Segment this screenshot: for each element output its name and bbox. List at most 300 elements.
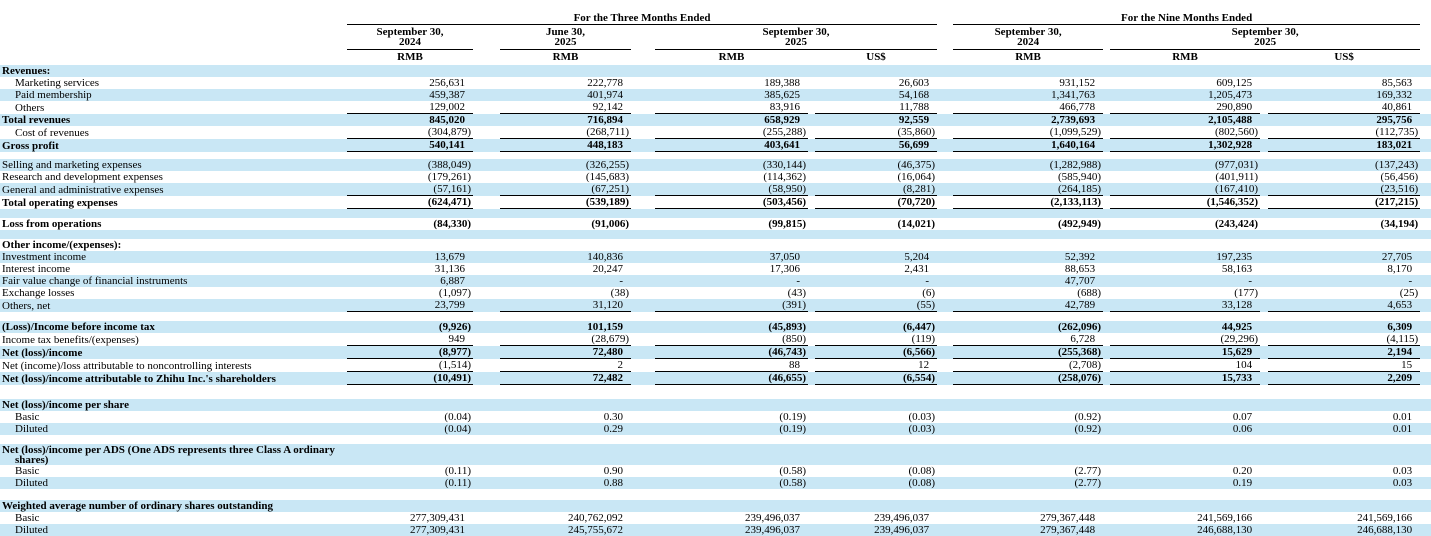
column-gap (1260, 239, 1268, 251)
column-gap (937, 114, 953, 127)
data-row (0, 287, 1431, 299)
header-spacer (1260, 50, 1268, 66)
column-gap (1103, 139, 1110, 152)
column-gap (1103, 263, 1110, 275)
data-row (0, 423, 1431, 435)
period-group-three-months: For the Three Months Ended (347, 13, 937, 25)
section-header-row (0, 500, 1431, 512)
cell-value: 183,021 (1268, 139, 1420, 152)
cell-value: (70,720) (815, 196, 937, 209)
column-gap (1420, 321, 1431, 333)
column-gap (808, 77, 815, 89)
cell-value: 72,480 (500, 346, 631, 359)
row-label: Gross profit (0, 139, 347, 152)
cell-value: (0.08) (815, 477, 937, 489)
column-gap (1103, 299, 1110, 312)
cell-value: 5,204 (815, 251, 937, 263)
cell-value: 104 (1110, 359, 1260, 372)
data-row (0, 465, 1431, 477)
cell-value (347, 239, 473, 251)
cell-value: 88 (655, 359, 808, 372)
column-gap (808, 263, 815, 275)
period-group-row (0, 13, 1431, 25)
cell-value: (850) (655, 333, 808, 346)
cell-value: (6) (922, 287, 936, 299)
cell-value: (29,296) (1110, 333, 1260, 346)
column-gap (631, 321, 655, 333)
cell-value: 459,387 (347, 89, 473, 101)
column-gap (473, 372, 500, 385)
cell-value: 609,125 (1216, 77, 1253, 89)
cell-value: 33,128 (1110, 299, 1260, 312)
cell-value: 240,762,092 (568, 512, 623, 524)
cell-value: 279,367,448 (953, 524, 1103, 536)
column-gap (937, 251, 953, 263)
row-label: Total operating expenses (2, 196, 118, 209)
data-row (0, 411, 1431, 423)
spacer-row (0, 435, 1431, 444)
row-label: Basic (15, 465, 40, 477)
cell-value: 101,159 (500, 321, 631, 333)
column-gap (808, 372, 815, 385)
cell-value: 540,141 (347, 139, 473, 152)
column-gap (1103, 411, 1110, 423)
row-label: Basic (15, 512, 40, 524)
column-gap (937, 139, 953, 152)
spacer-cell (0, 312, 1431, 322)
cell-value: 0.29 (500, 423, 631, 435)
column-gap (631, 101, 655, 114)
cell-value: 716,894 (500, 114, 631, 127)
column-gap (1260, 465, 1268, 477)
unit-header-rmb: RMB (718, 51, 745, 63)
cell-value: 385,625 (655, 89, 808, 101)
column-gap (1420, 444, 1431, 465)
cell-value: 52,392 (953, 251, 1103, 263)
column-gap (1103, 500, 1110, 512)
column-gap (1103, 183, 1110, 196)
row-label: Exchange losses (2, 287, 75, 299)
cell-value: 239,496,037 (745, 512, 800, 524)
header-spacer (473, 25, 500, 50)
column-gap (473, 159, 500, 171)
column-gap (937, 500, 953, 512)
cell-value (815, 444, 937, 465)
column-gap (1103, 126, 1110, 139)
header-spacer (1420, 50, 1431, 66)
cell-value: - (1268, 275, 1420, 287)
cell-value: (6,566) (815, 346, 937, 359)
column-gap (631, 444, 655, 465)
column-gap (631, 139, 655, 152)
cell-value: 1,302,928 (1110, 139, 1260, 152)
cell-value (655, 444, 808, 465)
column-gap (1260, 477, 1268, 489)
column-gap (1260, 399, 1268, 411)
cell-value: 0.88 (500, 477, 631, 489)
cell-value: 845,020 (347, 114, 473, 127)
cell-value: 256,631 (429, 77, 465, 89)
cell-value: 2,209 (1268, 372, 1420, 385)
cell-value (1268, 239, 1420, 251)
column-gap (1260, 321, 1268, 333)
data-row (0, 263, 1431, 275)
column-gap (808, 500, 815, 512)
cell-value: (688) (1077, 287, 1102, 299)
header-spacer (0, 50, 347, 66)
section-header-row (0, 65, 1431, 77)
cell-value: 85,563 (1381, 77, 1413, 89)
cell-value: (84,330) (433, 218, 471, 230)
cell-value (347, 444, 473, 465)
column-gap (473, 411, 500, 423)
spacer-cell (0, 209, 1431, 219)
data-row (0, 171, 1431, 183)
cell-value: 241,569,166 (1197, 512, 1253, 524)
column-gap (1103, 89, 1110, 101)
column-gap (808, 114, 815, 127)
column-gap (631, 372, 655, 385)
header-spacer (473, 50, 500, 66)
column-gap (1420, 287, 1431, 299)
column-gap (1260, 218, 1268, 230)
column-gap (808, 299, 815, 312)
row-label: Selling and marketing expenses (0, 159, 347, 171)
cell-value: 0.20 (1232, 465, 1253, 477)
column-gap (631, 218, 655, 230)
column-gap (631, 346, 655, 359)
column-gap (631, 196, 655, 209)
column-gap (473, 287, 500, 299)
cell-value: 15 (1268, 359, 1420, 372)
income-statement-table (0, 13, 1431, 536)
column-gap (937, 477, 953, 489)
column-gap (473, 477, 500, 489)
row-label: Net (loss)/income attributable to Zhihu Inc.'s shareholders (0, 372, 347, 385)
column-gap (1420, 183, 1431, 196)
data-row (0, 139, 1431, 152)
data-row (0, 89, 1431, 101)
column-gap (1420, 524, 1431, 536)
row-label: Net (loss)/income per share (0, 399, 347, 411)
spacer-cell (0, 152, 1431, 160)
column-gap (1103, 524, 1110, 536)
unit-header-usd: US$ (1334, 51, 1354, 63)
cell-value: 277,309,431 (347, 524, 473, 536)
cell-value (500, 444, 631, 465)
column-gap (1260, 77, 1268, 89)
column-gap (473, 524, 500, 536)
cell-value: (304,879) (347, 126, 473, 139)
cell-value: (503,456) (655, 196, 808, 209)
row-label: Other income/(expenses): (2, 239, 122, 251)
row-label: Diluted (0, 524, 347, 536)
column-gap (1420, 65, 1431, 77)
cell-value: (1,097) (438, 287, 471, 299)
header-spacer (0, 25, 347, 50)
cell-value (953, 399, 1103, 411)
column-gap (631, 89, 655, 101)
cell-value: 44,925 (1110, 321, 1260, 333)
cell-value: (25) (1399, 287, 1419, 299)
row-label: (Loss)/Income before income tax (0, 321, 347, 333)
column-gap (473, 359, 500, 372)
cell-value (815, 65, 937, 77)
cell-value (815, 500, 937, 512)
data-row (0, 299, 1431, 312)
cell-value: (16,064) (897, 171, 936, 183)
cell-value: (57,161) (347, 183, 473, 196)
column-gap (808, 287, 815, 299)
date-line: 2025 (554, 36, 577, 48)
column-gap (1260, 275, 1268, 287)
column-gap (473, 500, 500, 512)
column-gap (1103, 159, 1110, 171)
column-gap (1260, 372, 1268, 385)
cell-value: (330,144) (655, 159, 808, 171)
header-spacer (808, 50, 815, 66)
date-header-sep30-2025-3m (655, 25, 937, 50)
cell-value: 20,247 (592, 263, 623, 275)
column-gap (1103, 444, 1110, 465)
cell-value: 239,496,037 (874, 512, 930, 524)
column-gap (631, 183, 655, 196)
column-gap (808, 423, 815, 435)
column-gap (937, 171, 953, 183)
column-gap (808, 101, 815, 114)
cell-value: 189,388 (764, 77, 800, 89)
row-label: Diluted (0, 477, 347, 489)
column-gap (473, 196, 500, 209)
column-gap (808, 359, 815, 372)
column-gap (1260, 423, 1268, 435)
column-gap (937, 321, 953, 333)
column-gap (937, 89, 953, 101)
row-label: Fair value change of financial instruments (0, 275, 347, 287)
data-row (0, 159, 1431, 171)
cell-value: (1,546,352) (1110, 196, 1260, 209)
row-label: Basic (15, 411, 40, 423)
cell-value: (624,471) (347, 196, 473, 209)
date-line: June 30, (545, 26, 586, 38)
column-gap (937, 524, 953, 536)
cell-value: (585,940) (1058, 171, 1102, 183)
cell-value: (1,282,988) (953, 159, 1103, 171)
column-gap (1260, 171, 1268, 183)
cell-value: (268,711) (500, 126, 631, 139)
cell-value: 1,341,763 (953, 89, 1103, 101)
cell-value: 0.30 (603, 411, 623, 423)
column-gap (631, 500, 655, 512)
column-gap (1103, 196, 1110, 209)
spacer-cell (0, 230, 1431, 239)
column-gap (473, 183, 500, 196)
column-gap (631, 411, 655, 423)
cell-value: (2,133,113) (953, 196, 1103, 209)
date-header-sep30-2024-9m (953, 25, 1103, 50)
column-gap (1103, 465, 1110, 477)
cell-value: 245,755,672 (500, 524, 631, 536)
cell-value: (35,860) (815, 126, 937, 139)
column-gap (473, 465, 500, 477)
column-gap (1420, 139, 1431, 152)
header-spacer (631, 50, 655, 66)
cell-value: (112,735) (1268, 126, 1420, 139)
data-row (0, 196, 1431, 209)
cell-value (953, 65, 1103, 77)
column-gap (1103, 477, 1110, 489)
cell-value: - (655, 275, 808, 287)
cell-value: (539,189) (500, 196, 631, 209)
column-gap (631, 171, 655, 183)
cell-value: (91,006) (591, 218, 629, 230)
cell-value: (46,743) (655, 346, 808, 359)
cell-value: 1,640,164 (953, 139, 1103, 152)
row-label: Research and development expenses (2, 171, 163, 183)
cell-value: (0.19) (779, 411, 806, 423)
column-gap (473, 321, 500, 333)
row-label: Investment income (0, 251, 347, 263)
column-gap (631, 159, 655, 171)
cell-value: 279,367,448 (1040, 512, 1096, 524)
column-gap (808, 465, 815, 477)
column-gap (808, 171, 815, 183)
cell-value: 0.03 (1392, 465, 1413, 477)
column-gap (473, 399, 500, 411)
spacer-row (0, 152, 1431, 160)
cell-value (1110, 399, 1260, 411)
column-gap (1260, 196, 1268, 209)
cell-value (655, 399, 808, 411)
column-gap (631, 524, 655, 536)
row-label: Marketing services (15, 77, 99, 89)
cell-value (500, 65, 631, 77)
column-gap (1103, 287, 1110, 299)
column-gap (937, 263, 953, 275)
column-gap (473, 444, 500, 465)
row-label: Revenues: (0, 65, 347, 77)
column-gap (1420, 171, 1431, 183)
date-line: 2025 (785, 36, 808, 48)
cell-value: 241,569,166 (1357, 512, 1413, 524)
cell-value: (217,215) (1268, 196, 1420, 209)
column-gap (1260, 65, 1268, 77)
cell-value: (38) (610, 287, 629, 299)
column-gap (1103, 77, 1110, 89)
spacer-row (0, 312, 1431, 322)
cell-value: 2,105,488 (1110, 114, 1260, 127)
data-row (0, 251, 1431, 263)
column-gap (1420, 77, 1431, 89)
date-line: September 30, (762, 26, 830, 38)
column-gap (473, 218, 500, 230)
column-gap (631, 65, 655, 77)
cell-value: 2,194 (1268, 346, 1420, 359)
column-gap (937, 239, 953, 251)
column-gap (1260, 333, 1268, 346)
data-row (0, 183, 1431, 196)
column-gap (808, 399, 815, 411)
data-row (0, 275, 1431, 287)
cell-value: - (500, 275, 631, 287)
column-gap (808, 239, 815, 251)
cell-value (1268, 65, 1420, 77)
data-row (0, 218, 1431, 230)
column-gap (1103, 65, 1110, 77)
column-gap (808, 89, 815, 101)
column-gap (1420, 159, 1431, 171)
column-gap (1260, 359, 1268, 372)
column-gap (473, 512, 500, 524)
cell-value: 466,778 (953, 101, 1103, 114)
spacer-row (0, 385, 1431, 400)
column-gap (631, 512, 655, 524)
column-gap (1420, 251, 1431, 263)
cell-value: (34,194) (1380, 218, 1419, 230)
cell-value: 26,603 (898, 77, 930, 89)
data-row (0, 114, 1431, 127)
column-gap (1260, 524, 1268, 536)
column-gap (1103, 423, 1110, 435)
cell-value (953, 444, 1103, 465)
column-gap (473, 299, 500, 312)
cell-value: (6,447) (815, 321, 937, 333)
cell-value: 0.07 (1232, 411, 1253, 423)
column-gap (1103, 512, 1110, 524)
column-gap (808, 65, 815, 77)
cell-value: 17,306 (769, 263, 800, 275)
column-gap (473, 114, 500, 127)
cell-value: (45,893) (655, 321, 808, 333)
column-gap (937, 196, 953, 209)
column-gap (631, 114, 655, 127)
cell-value: 222,778 (587, 77, 623, 89)
header-spacer (937, 25, 953, 50)
cell-value: 54,168 (815, 89, 937, 101)
cell-value: 92,559 (815, 114, 937, 127)
cell-value: 169,332 (1268, 89, 1420, 101)
cell-value (1268, 399, 1420, 411)
column-gap (1103, 321, 1110, 333)
column-gap (1260, 299, 1268, 312)
column-gap (473, 126, 500, 139)
column-gap (1103, 114, 1110, 127)
column-gap (631, 399, 655, 411)
column-gap (1260, 411, 1268, 423)
cell-value: (43) (787, 287, 806, 299)
date-line: September 30, (376, 26, 444, 38)
column-gap (937, 126, 953, 139)
spacer-row (0, 489, 1431, 500)
column-gap (473, 346, 500, 359)
cell-value: 4,653 (1268, 299, 1420, 312)
row-label: Total revenues (0, 114, 347, 127)
data-row (0, 101, 1431, 114)
row-label: Cost of revenues (15, 126, 89, 139)
column-gap (631, 251, 655, 263)
cell-value: (258,076) (953, 372, 1103, 385)
cell-value: 0.90 (603, 465, 623, 477)
cell-value: (264,185) (953, 183, 1103, 196)
cell-value: (99,815) (768, 218, 806, 230)
column-gap (808, 275, 815, 287)
column-gap (473, 171, 500, 183)
date-line: September 30, (1231, 26, 1299, 38)
cell-value (1268, 500, 1420, 512)
column-gap (1420, 101, 1431, 114)
column-gap (808, 159, 815, 171)
column-gap (1103, 275, 1110, 287)
